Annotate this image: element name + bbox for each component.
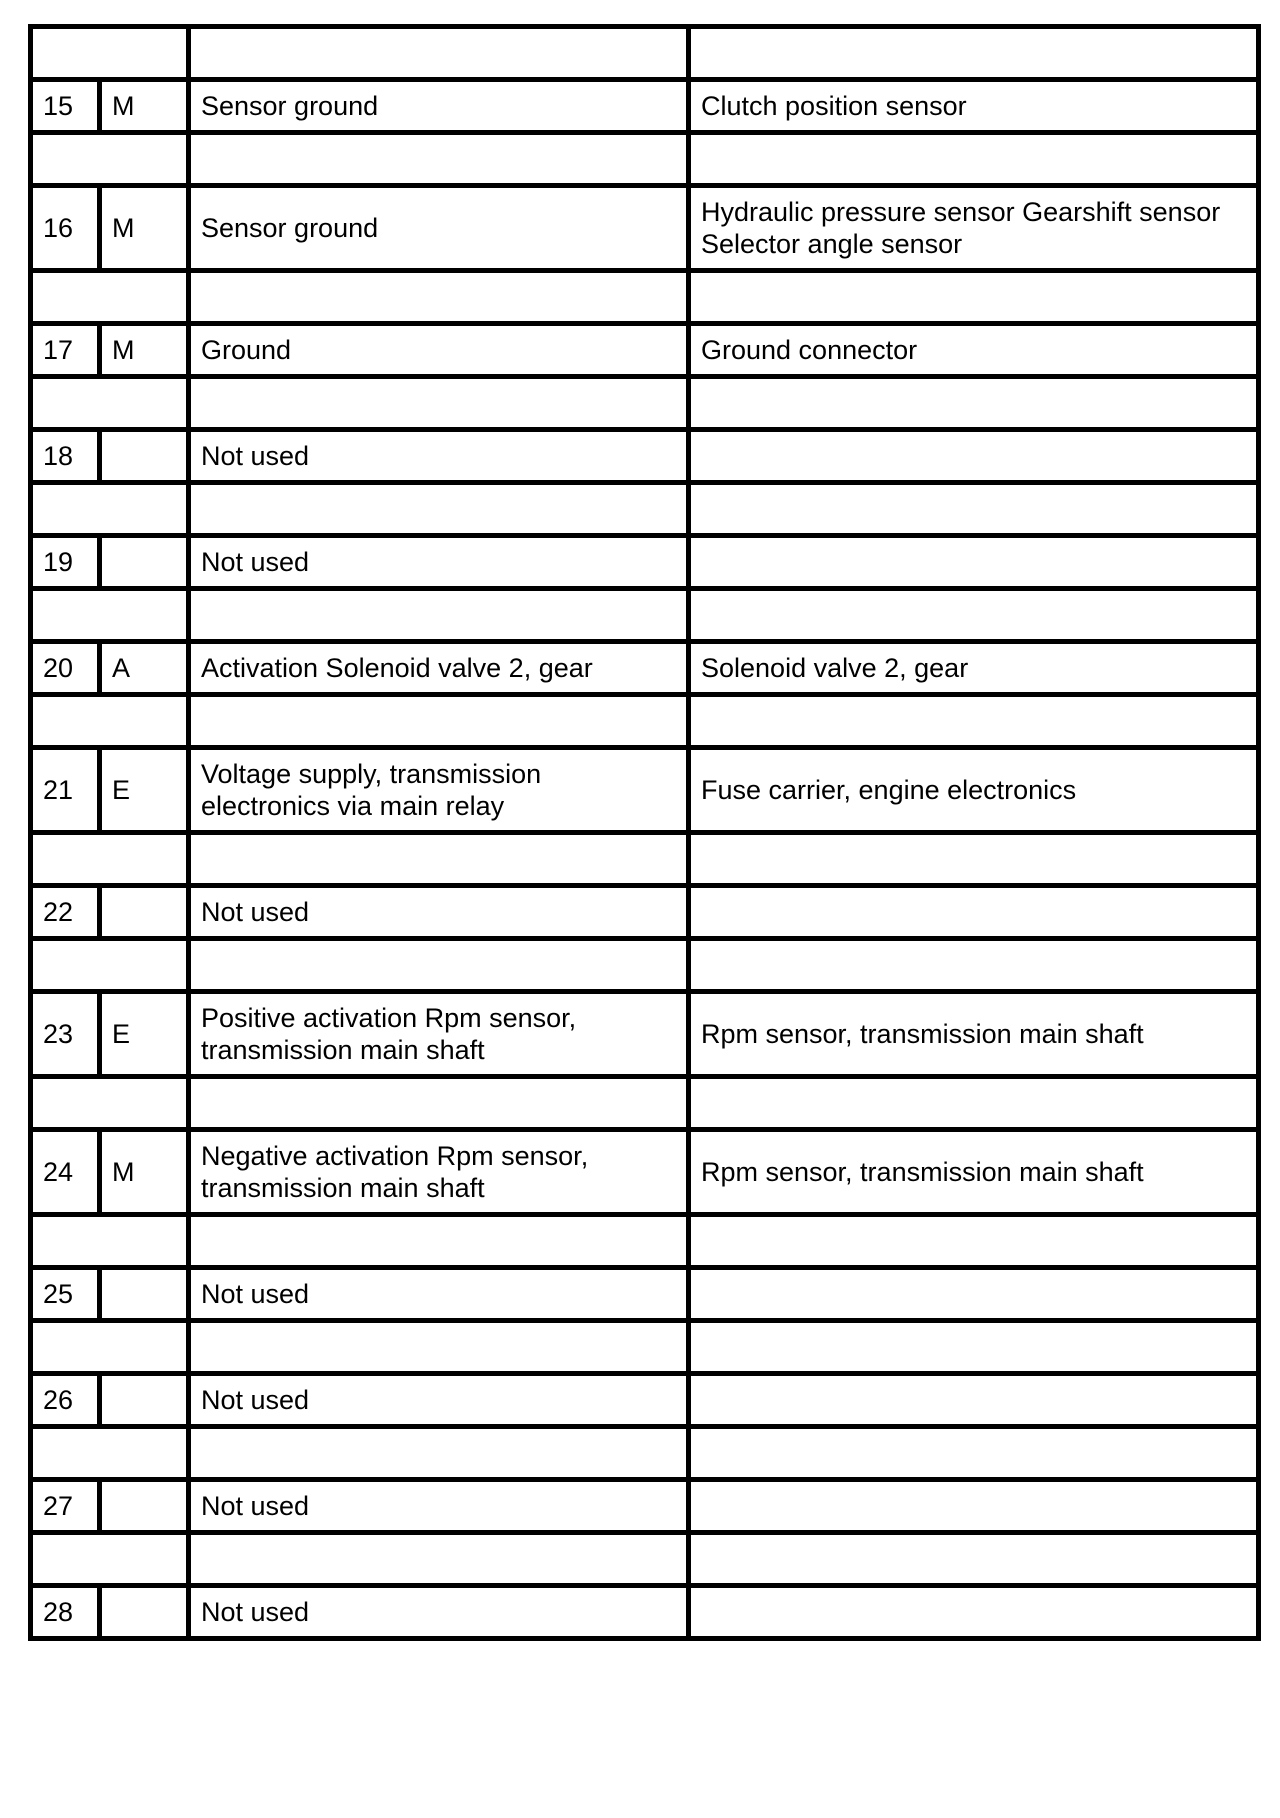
spacer-row <box>31 483 1259 536</box>
component-cell <box>689 886 1259 939</box>
signal-type-cell <box>100 1374 189 1427</box>
pin-row <box>31 536 1259 589</box>
spacer-cell-pin <box>31 1533 189 1586</box>
spacer-row <box>31 1533 1259 1586</box>
pin-row <box>31 1480 1259 1533</box>
function-cell: Not used <box>189 536 689 589</box>
spacer-row <box>31 1077 1259 1130</box>
pin-row <box>31 430 1259 483</box>
signal-type-cell: E <box>100 992 189 1077</box>
pin-number-cell: 21 <box>31 748 100 833</box>
spacer-cell-function <box>189 483 689 536</box>
spacer-cell-function <box>189 1427 689 1480</box>
spacer-cell-pin <box>31 1321 189 1374</box>
component-cell: Rpm sensor, transmission main shaft <box>689 992 1259 1077</box>
spacer-cell-function <box>189 589 689 642</box>
pin-row <box>31 1374 1259 1427</box>
function-cell: Negative activation Rpm sensor, transmission main shaft <box>189 1130 689 1215</box>
component-cell: Ground connector <box>689 324 1259 377</box>
signal-type-cell: M <box>100 80 189 133</box>
spacer-row <box>31 1427 1259 1480</box>
spacer-cell-function <box>189 1215 689 1268</box>
function-cell: Sensor ground <box>189 80 689 133</box>
spacer-cell-function <box>189 271 689 324</box>
spacer-cell-function <box>189 695 689 748</box>
pin-table-body <box>31 27 1259 1639</box>
pin-row <box>31 642 1259 695</box>
signal-type-cell <box>100 536 189 589</box>
spacer-cell-pin <box>31 1215 189 1268</box>
spacer-cell-component <box>689 1427 1259 1480</box>
spacer-row <box>31 695 1259 748</box>
spacer-cell-pin <box>31 133 189 186</box>
pin-number-cell: 19 <box>31 536 100 589</box>
spacer-cell-function <box>189 1533 689 1586</box>
function-cell: Positive activation Rpm sensor, transmission main shaft <box>189 992 689 1077</box>
spacer-cell-component <box>689 1533 1259 1586</box>
pin-row <box>31 324 1259 377</box>
spacer-cell-component <box>689 483 1259 536</box>
spacer-cell-component <box>689 939 1259 992</box>
spacer-row <box>31 589 1259 642</box>
pin-row <box>31 886 1259 939</box>
signal-type-cell: A <box>100 642 189 695</box>
spacer-row <box>31 27 1259 80</box>
pin-number-cell: 16 <box>31 186 100 271</box>
function-cell: Not used <box>189 886 689 939</box>
function-cell: Not used <box>189 1268 689 1321</box>
spacer-cell-component <box>689 589 1259 642</box>
spacer-cell-pin <box>31 695 189 748</box>
spacer-row <box>31 133 1259 186</box>
pin-number-cell: 26 <box>31 1374 100 1427</box>
spacer-cell-pin <box>31 271 189 324</box>
function-cell: Activation Solenoid valve 2, gear <box>189 642 689 695</box>
signal-type-cell <box>100 1480 189 1533</box>
pin-row <box>31 992 1259 1077</box>
spacer-row <box>31 833 1259 886</box>
signal-type-cell <box>100 1586 189 1639</box>
spacer-cell-component <box>689 377 1259 430</box>
signal-type-cell: M <box>100 1130 189 1215</box>
pin-number-cell: 28 <box>31 1586 100 1639</box>
component-cell <box>689 536 1259 589</box>
spacer-cell-function <box>189 1321 689 1374</box>
function-cell: Not used <box>189 1586 689 1639</box>
signal-type-cell <box>100 430 189 483</box>
function-cell: Voltage supply, transmission electronics via main relay <box>189 748 689 833</box>
component-cell: Fuse carrier, engine electronics <box>689 748 1259 833</box>
signal-type-cell: M <box>100 186 189 271</box>
pin-row <box>31 748 1259 833</box>
pin-number-cell: 18 <box>31 430 100 483</box>
spacer-cell-pin <box>31 939 189 992</box>
spacer-cell-function <box>189 1077 689 1130</box>
spacer-cell-function <box>189 377 689 430</box>
function-cell: Not used <box>189 430 689 483</box>
pin-number-cell: 25 <box>31 1268 100 1321</box>
component-cell <box>689 1586 1259 1639</box>
pin-number-cell: 24 <box>31 1130 100 1215</box>
pin-assignment-table <box>28 24 1261 1641</box>
spacer-cell-pin <box>31 483 189 536</box>
component-cell <box>689 1374 1259 1427</box>
spacer-row <box>31 1215 1259 1268</box>
spacer-cell-component <box>689 1077 1259 1130</box>
spacer-cell-function <box>189 939 689 992</box>
spacer-cell-pin <box>31 1427 189 1480</box>
spacer-cell-component <box>689 133 1259 186</box>
pin-number-cell: 22 <box>31 886 100 939</box>
spacer-cell-pin <box>31 589 189 642</box>
component-cell: Solenoid valve 2, gear <box>689 642 1259 695</box>
spacer-cell-component <box>689 695 1259 748</box>
spacer-cell-component <box>689 1215 1259 1268</box>
spacer-row <box>31 377 1259 430</box>
function-cell: Not used <box>189 1374 689 1427</box>
function-cell: Ground <box>189 324 689 377</box>
signal-type-cell <box>100 886 189 939</box>
function-cell: Sensor ground <box>189 186 689 271</box>
spacer-cell-function <box>189 833 689 886</box>
signal-type-cell <box>100 1268 189 1321</box>
spacer-cell-function <box>189 133 689 186</box>
component-cell <box>689 430 1259 483</box>
pin-row <box>31 80 1259 133</box>
component-cell: Clutch position sensor <box>689 80 1259 133</box>
spacer-cell-pin <box>31 833 189 886</box>
pin-row <box>31 1586 1259 1639</box>
pin-row <box>31 1268 1259 1321</box>
component-cell <box>689 1268 1259 1321</box>
pin-number-cell: 23 <box>31 992 100 1077</box>
pin-row <box>31 186 1259 271</box>
signal-type-cell: M <box>100 324 189 377</box>
spacer-cell-pin <box>31 1077 189 1130</box>
spacer-row <box>31 271 1259 324</box>
spacer-cell-component <box>689 27 1259 80</box>
spacer-cell-function <box>189 27 689 80</box>
pin-number-cell: 27 <box>31 1480 100 1533</box>
spacer-cell-pin <box>31 27 189 80</box>
signal-type-cell: E <box>100 748 189 833</box>
spacer-cell-component <box>689 833 1259 886</box>
spacer-cell-component <box>689 1321 1259 1374</box>
pin-number-cell: 17 <box>31 324 100 377</box>
spacer-row <box>31 1321 1259 1374</box>
spacer-cell-component <box>689 271 1259 324</box>
component-cell <box>689 1480 1259 1533</box>
pin-number-cell: 15 <box>31 80 100 133</box>
spacer-row <box>31 939 1259 992</box>
spacer-cell-pin <box>31 377 189 430</box>
pin-number-cell: 20 <box>31 642 100 695</box>
component-cell: Rpm sensor, transmission main shaft <box>689 1130 1259 1215</box>
function-cell: Not used <box>189 1480 689 1533</box>
component-cell: Hydraulic pressure sensor Gearshift sensor Selector angle sensor <box>689 186 1259 271</box>
pin-row <box>31 1130 1259 1215</box>
